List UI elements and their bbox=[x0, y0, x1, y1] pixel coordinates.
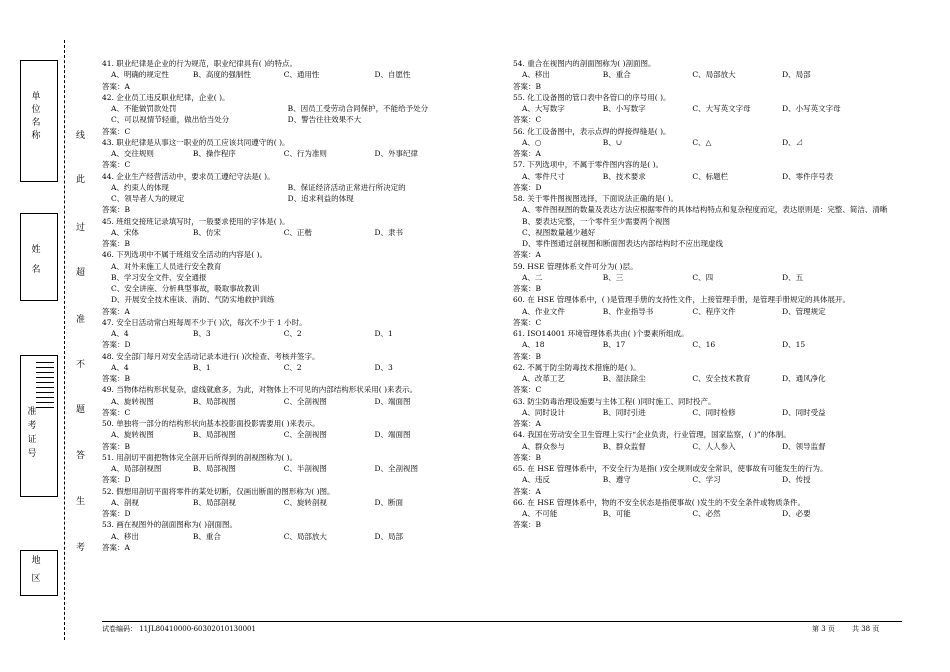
exam-id-label: 准 考 证 号 bbox=[27, 407, 37, 459]
exam-id-grid-line bbox=[36, 367, 54, 368]
answer-option: A、不能做罚款处罚 bbox=[111, 104, 177, 113]
answer-key: 答案：C bbox=[102, 126, 131, 136]
answer-option: A、改革工艺 bbox=[522, 374, 565, 383]
answer-option: D、同时受益 bbox=[782, 407, 826, 417]
exam-id-box bbox=[20, 355, 58, 497]
answer-option: D、断面 bbox=[374, 497, 404, 507]
exam-id-grid-line bbox=[36, 377, 54, 378]
answer-option: B、要表达完整，一个零件至少需要两个视图 bbox=[522, 216, 671, 226]
exam-id-grid-line bbox=[36, 397, 54, 398]
answer-option: A、4 bbox=[111, 329, 129, 338]
answer-option: D、传授 bbox=[782, 475, 811, 485]
answer-option: C、安全讲座、分析典型事故，吸取事故教训 bbox=[111, 284, 260, 293]
exam-id-grid-line bbox=[36, 362, 54, 363]
answer-key: 答案：B bbox=[102, 374, 131, 383]
answer-option: C、程序文件 bbox=[692, 306, 736, 316]
seal-line-char: 题 bbox=[76, 405, 86, 415]
answer-key: 答案：A bbox=[513, 419, 541, 428]
exam-id-grid-line bbox=[36, 372, 54, 373]
answer-option: C、大写英文字母 bbox=[692, 104, 751, 113]
exam-id-grid-line bbox=[36, 407, 54, 408]
option-row bbox=[102, 429, 497, 440]
option-row bbox=[102, 531, 497, 542]
option-row bbox=[513, 137, 903, 148]
answer-option: B、操作程序 bbox=[192, 149, 236, 158]
answer-option: C、局部放大 bbox=[283, 531, 327, 541]
option-row bbox=[513, 441, 903, 452]
answer-option: A、作业文件 bbox=[522, 306, 565, 316]
answer-option: B、湿法除尘 bbox=[602, 374, 646, 383]
answer-option: B、局部视图 bbox=[192, 396, 236, 406]
answer-option: D、全剖视图 bbox=[374, 464, 419, 473]
answer-option: A、4 bbox=[111, 362, 129, 372]
answer-option: D、自愿性 bbox=[374, 70, 411, 80]
answer-key: 答案：B bbox=[513, 351, 542, 361]
answer-option: B、局部视图 bbox=[192, 464, 236, 473]
answer-key: 答案：B bbox=[102, 205, 131, 215]
seal-line-char: 生 bbox=[76, 497, 86, 507]
option-row bbox=[513, 339, 903, 350]
answer-option: C、全剖视图 bbox=[283, 396, 327, 406]
answer-option: A、宋体 bbox=[111, 227, 139, 237]
answer-option: C、安全技术教育 bbox=[692, 374, 751, 383]
answer-option: D、隶书 bbox=[374, 227, 404, 237]
question-text: 51. 用剖切平面把物体完全剖开后所得到的剖视图称为( )。 bbox=[102, 452, 298, 462]
answer-option: C、标题栏 bbox=[692, 171, 729, 181]
option-row bbox=[102, 463, 497, 474]
answer-key: 答案：B bbox=[102, 441, 131, 451]
option-row bbox=[513, 508, 903, 519]
answer-option: D、领导监督 bbox=[782, 441, 826, 451]
answer-option: C、旋转剖视 bbox=[283, 497, 327, 507]
answer-key: 答案：C bbox=[513, 385, 542, 395]
answer-option: C、2 bbox=[283, 362, 302, 372]
option-row bbox=[102, 182, 497, 193]
answer-option: B、重合 bbox=[192, 531, 221, 541]
question-text: 57. 下列选项中，不属于零件图内容的是( )。 bbox=[513, 160, 664, 170]
answer-option: D、⊿ bbox=[782, 137, 804, 147]
option-row bbox=[513, 407, 903, 418]
answer-option: D、15 bbox=[782, 340, 806, 350]
answer-option: B、高度的强制性 bbox=[192, 70, 251, 80]
answer-option: A、群众参与 bbox=[522, 441, 565, 451]
question-text: 46. 下列选项中不属于班组安全活动的内容是( )。 bbox=[102, 250, 268, 260]
option-row bbox=[102, 69, 497, 80]
answer-key: 答案：C bbox=[102, 160, 131, 170]
answer-option: B、重合 bbox=[602, 70, 631, 80]
answer-option: A、二 bbox=[522, 272, 543, 282]
answer-option: B、3 bbox=[192, 329, 211, 338]
seal-line-char: 此 bbox=[76, 175, 86, 185]
answer-option: B、同时引进 bbox=[602, 407, 646, 417]
option-row bbox=[513, 373, 903, 384]
seal-line-char: 答 bbox=[76, 451, 86, 461]
question-text: 49. 当物体结构形状复杂，虚线就愈多，为此，对物体上不可见的内部结构形状采用( )来表示。 bbox=[102, 385, 418, 395]
answer-key: 答案：D bbox=[102, 340, 131, 350]
footer-rule bbox=[102, 621, 902, 622]
unit-name-label: 单 位 名 称 bbox=[31, 92, 41, 141]
unit-name-box bbox=[20, 60, 58, 182]
option-row bbox=[102, 114, 497, 125]
answer-option: B、技术要求 bbox=[602, 171, 646, 181]
answer-option: A、零件尺寸 bbox=[522, 171, 565, 181]
right-question-column bbox=[513, 58, 903, 531]
answer-option: B、学习安全文件、安全通报 bbox=[111, 272, 207, 282]
answer-key: 答案：A bbox=[102, 81, 130, 91]
answer-option: C、△ bbox=[692, 137, 712, 147]
answer-option: A、明确的规定性 bbox=[111, 70, 169, 80]
question-text: 43. 职业纪律是从事这一职业的员工应该共同遵守的( )。 bbox=[102, 137, 290, 147]
option-row bbox=[102, 328, 497, 339]
answer-option: A、同时设计 bbox=[522, 407, 565, 417]
answer-key: 答案：A bbox=[513, 250, 541, 260]
answer-option: A、移出 bbox=[522, 70, 550, 80]
answer-option: B、∪ bbox=[602, 137, 622, 147]
option-row bbox=[513, 171, 903, 182]
answer-option: C、半剖视图 bbox=[283, 464, 327, 473]
candidate-name-label: 姓 名 bbox=[31, 245, 41, 275]
question-text: 58. 关于零件图视图选择，下面说法正确的是( )。 bbox=[513, 194, 679, 203]
answer-key: 答案：C bbox=[102, 407, 131, 417]
option-row bbox=[102, 227, 497, 238]
exam-id-grid-line bbox=[36, 382, 54, 383]
question-text: 65. 在 HSE 管理体系中，不安全行为是指( )安全规则或安全常识，使事故有可能发生的行为。 bbox=[513, 464, 828, 473]
answer-key: 答案：B bbox=[513, 284, 542, 293]
answer-option: C、人人参入 bbox=[692, 441, 736, 451]
question-text: 42. 企业员工违反职业纪律，企业( )。 bbox=[102, 92, 230, 102]
exam-id-grid-line bbox=[36, 392, 54, 393]
page-number: 第 3 页 bbox=[812, 625, 835, 633]
answer-option: A、旋转视图 bbox=[111, 396, 154, 406]
answer-option: C、通用性 bbox=[283, 70, 320, 80]
answer-option: A、零件图视图的数量及表达方法应根据零件的具体结构特点和复杂程度而定，表达原则是：完整、简洁、清晰 bbox=[522, 205, 888, 215]
left-question-column bbox=[102, 58, 497, 553]
answer-option: B、局部视图 bbox=[192, 430, 236, 440]
answer-option: A、交往规则 bbox=[111, 149, 154, 158]
answer-option: D、追求利益的体现 bbox=[287, 194, 354, 203]
answer-option: C、16 bbox=[692, 340, 716, 350]
question-text: 50. 单独将一部分的结构形状向基本投影面投影需要用( )来表示。 bbox=[102, 419, 320, 428]
answer-option: A、约束人的体现 bbox=[111, 182, 169, 192]
answer-key: 答案：B bbox=[513, 520, 542, 530]
answer-key: 答案：D bbox=[102, 509, 131, 518]
answer-option: A、○ bbox=[522, 137, 542, 147]
option-row bbox=[513, 69, 903, 80]
answer-option: B、17 bbox=[602, 340, 626, 350]
answer-key: 答案：D bbox=[513, 182, 542, 192]
question-text: 53. 画在视图外的剖面图称为( )剖面图。 bbox=[102, 520, 238, 530]
exam-id-grid-line bbox=[36, 402, 54, 403]
option-row bbox=[102, 103, 497, 114]
seal-line-char: 线 bbox=[76, 131, 86, 141]
answer-key: 答案：B bbox=[513, 81, 542, 91]
answer-option: B、局部剖视 bbox=[192, 497, 236, 507]
answer-option: A、大写数字 bbox=[522, 104, 565, 113]
answer-option: B、小写数字 bbox=[602, 104, 646, 113]
answer-key: 答案：A bbox=[513, 486, 541, 496]
exam-id-grid-line bbox=[36, 387, 54, 388]
answer-option: D、端面图 bbox=[374, 396, 411, 406]
answer-option: D、端面图 bbox=[374, 430, 411, 440]
question-text: 48. 安全部门每月对安全活动记录本进行( )次检查、考核并签字。 bbox=[102, 351, 320, 361]
answer-key: 答案：C bbox=[513, 115, 542, 125]
question-text: 61. ISO14001 环境管理体系共由( )个要素所组成。 bbox=[513, 329, 689, 338]
answer-option: B、因员工受劳动合同保护，不能给予处分 bbox=[287, 104, 429, 113]
answer-option: C、可以视情节轻重，做出恰当处分 bbox=[111, 115, 230, 125]
answer-option: A、违反 bbox=[522, 475, 550, 485]
candidate-name-box bbox=[20, 213, 58, 301]
answer-key: 答案：A bbox=[102, 542, 130, 552]
answer-option: B、可能 bbox=[602, 509, 631, 518]
option-row bbox=[102, 148, 497, 159]
answer-option: B、三 bbox=[602, 272, 624, 282]
answer-option: A、局部剖视图 bbox=[111, 464, 162, 473]
seal-line-char: 准 bbox=[76, 315, 86, 325]
answer-option: A、对外来施工人员进行安全教育 bbox=[111, 261, 222, 271]
answer-option: C、必然 bbox=[692, 509, 721, 518]
question-text: 52. 假想用剖切平面将零件的某处切断，仅画出断面的图形称为( )图。 bbox=[102, 486, 335, 496]
answer-option: D、零件图通过剖视图和断面图表达内部结构时不应出现虚线 bbox=[522, 239, 724, 248]
answer-option: D、1 bbox=[374, 329, 393, 338]
option-row bbox=[513, 474, 903, 485]
answer-key: 答案：A bbox=[102, 306, 130, 316]
seal-line-char: 考 bbox=[76, 543, 86, 553]
answer-option: B、1 bbox=[192, 362, 211, 372]
option-row bbox=[513, 306, 903, 317]
answer-option: A、不可能 bbox=[522, 509, 558, 518]
answer-option: C、四 bbox=[692, 272, 714, 282]
answer-option: B、仿宋 bbox=[192, 227, 221, 237]
answer-option: D、必要 bbox=[782, 509, 811, 518]
option-row bbox=[513, 272, 903, 283]
question-text: 66. 在 HSE 管理体系中，物的不安全状态是指使事故( )发生的不安全条件或物质条件。 bbox=[513, 497, 805, 507]
answer-option: D、五 bbox=[782, 272, 804, 282]
option-row bbox=[513, 103, 903, 114]
answer-option: D、外事纪律 bbox=[374, 149, 419, 158]
answer-option: C、局部放大 bbox=[692, 70, 736, 80]
seal-line-char: 过 bbox=[76, 223, 86, 233]
binding-dashed-line bbox=[64, 40, 65, 640]
option-row bbox=[102, 497, 497, 508]
answer-option: D、3 bbox=[374, 362, 393, 372]
answer-option: D、警告往往效果不大 bbox=[287, 115, 362, 125]
question-text: 44. 企业生产经营活动中，要求员工遵纪守法是( )。 bbox=[102, 171, 275, 181]
answer-option: C、视图数量越少越好 bbox=[522, 227, 596, 237]
question-text: 60. 在 HSE 管理体系中，( )是管理手册的支持性文件，上接管理手册，是管理手册规定的具体展开。 bbox=[513, 295, 850, 305]
option-row bbox=[102, 193, 497, 204]
question-text: 59. HSE 管理体系文件可分为( )层。 bbox=[513, 261, 638, 271]
option-row bbox=[102, 362, 497, 373]
answer-option: C、正楷 bbox=[283, 227, 312, 237]
question-text: 63. 防尘防毒治理设施要与主体工程( )同时施工、同时投产。 bbox=[513, 396, 716, 406]
answer-key: 答案：B bbox=[513, 452, 542, 462]
question-text: 45. 班组交接班记录填写时，一般要求使用的字体是( )。 bbox=[102, 216, 290, 226]
seal-line-char: 不 bbox=[76, 360, 86, 370]
answer-option: C、行为准则 bbox=[283, 149, 327, 158]
answer-option: D、零件序号表 bbox=[782, 171, 834, 181]
exam-code: 试卷编码： 11JL80410000-60302010130001 bbox=[102, 625, 256, 633]
answer-option: C、学习 bbox=[692, 475, 721, 485]
seal-line-char: 超 bbox=[76, 268, 86, 278]
answer-option: C、同时检修 bbox=[692, 407, 736, 417]
question-text: 41. 职业纪律是企业的行为规范，职业纪律具有( )的特点。 bbox=[102, 59, 298, 68]
answer-key: 答案：D bbox=[102, 475, 131, 485]
question-text: 47. 安全日活动常白班每周不少于( )次，每次不少于 1 小时。 bbox=[102, 317, 307, 327]
answer-option: A、旋转视图 bbox=[111, 430, 154, 440]
question-text: 54. 重合在视图内的剖面图称为( )剖面图。 bbox=[513, 59, 656, 68]
answer-key: 答案：B bbox=[102, 239, 131, 248]
question-text: 55. 化工设备图的管口表中各管口的序号用( )。 bbox=[513, 92, 671, 102]
option-row bbox=[102, 396, 497, 407]
question-text: 64. 我国在劳动安全卫生管理上实行“企业负责，行业管理，国家监察，( )”的体制。 bbox=[513, 430, 791, 440]
answer-option: B、群众监督 bbox=[602, 441, 646, 451]
region-label: 地 区 bbox=[31, 556, 41, 584]
answer-option: B、遵守 bbox=[602, 475, 631, 485]
answer-key: 答案：C bbox=[513, 317, 542, 327]
question-text: 62. 不属于防尘防毒技术措施的是( )。 bbox=[513, 362, 641, 372]
answer-option: B、保证经济活动正常进行所决定的 bbox=[287, 182, 406, 192]
answer-option: C、领导者人为的规定 bbox=[111, 194, 185, 203]
answer-option: C、全剖视图 bbox=[283, 430, 327, 440]
answer-key: 答案：A bbox=[513, 149, 541, 158]
answer-option: A、18 bbox=[522, 340, 545, 350]
answer-option: D、开展安全技术座谈、消防、气防实地救护训练 bbox=[111, 295, 275, 305]
region-box bbox=[20, 550, 58, 596]
answer-option: D、局部 bbox=[782, 70, 811, 80]
answer-option: D、小写英文字母 bbox=[782, 104, 841, 113]
answer-option: C、2 bbox=[283, 329, 302, 338]
answer-option: A、移出 bbox=[111, 531, 139, 541]
question-text: 56. 化工设备图中，表示点焊的焊接焊缝是( )。 bbox=[513, 126, 671, 136]
answer-option: D、管理规定 bbox=[782, 306, 826, 316]
answer-option: A、剖视 bbox=[111, 497, 139, 507]
answer-option: B、作业指导书 bbox=[602, 306, 654, 316]
answer-option: D、局部 bbox=[374, 531, 404, 541]
answer-option: D、通风净化 bbox=[782, 374, 826, 383]
total-pages: 共 38 页 bbox=[852, 625, 880, 633]
